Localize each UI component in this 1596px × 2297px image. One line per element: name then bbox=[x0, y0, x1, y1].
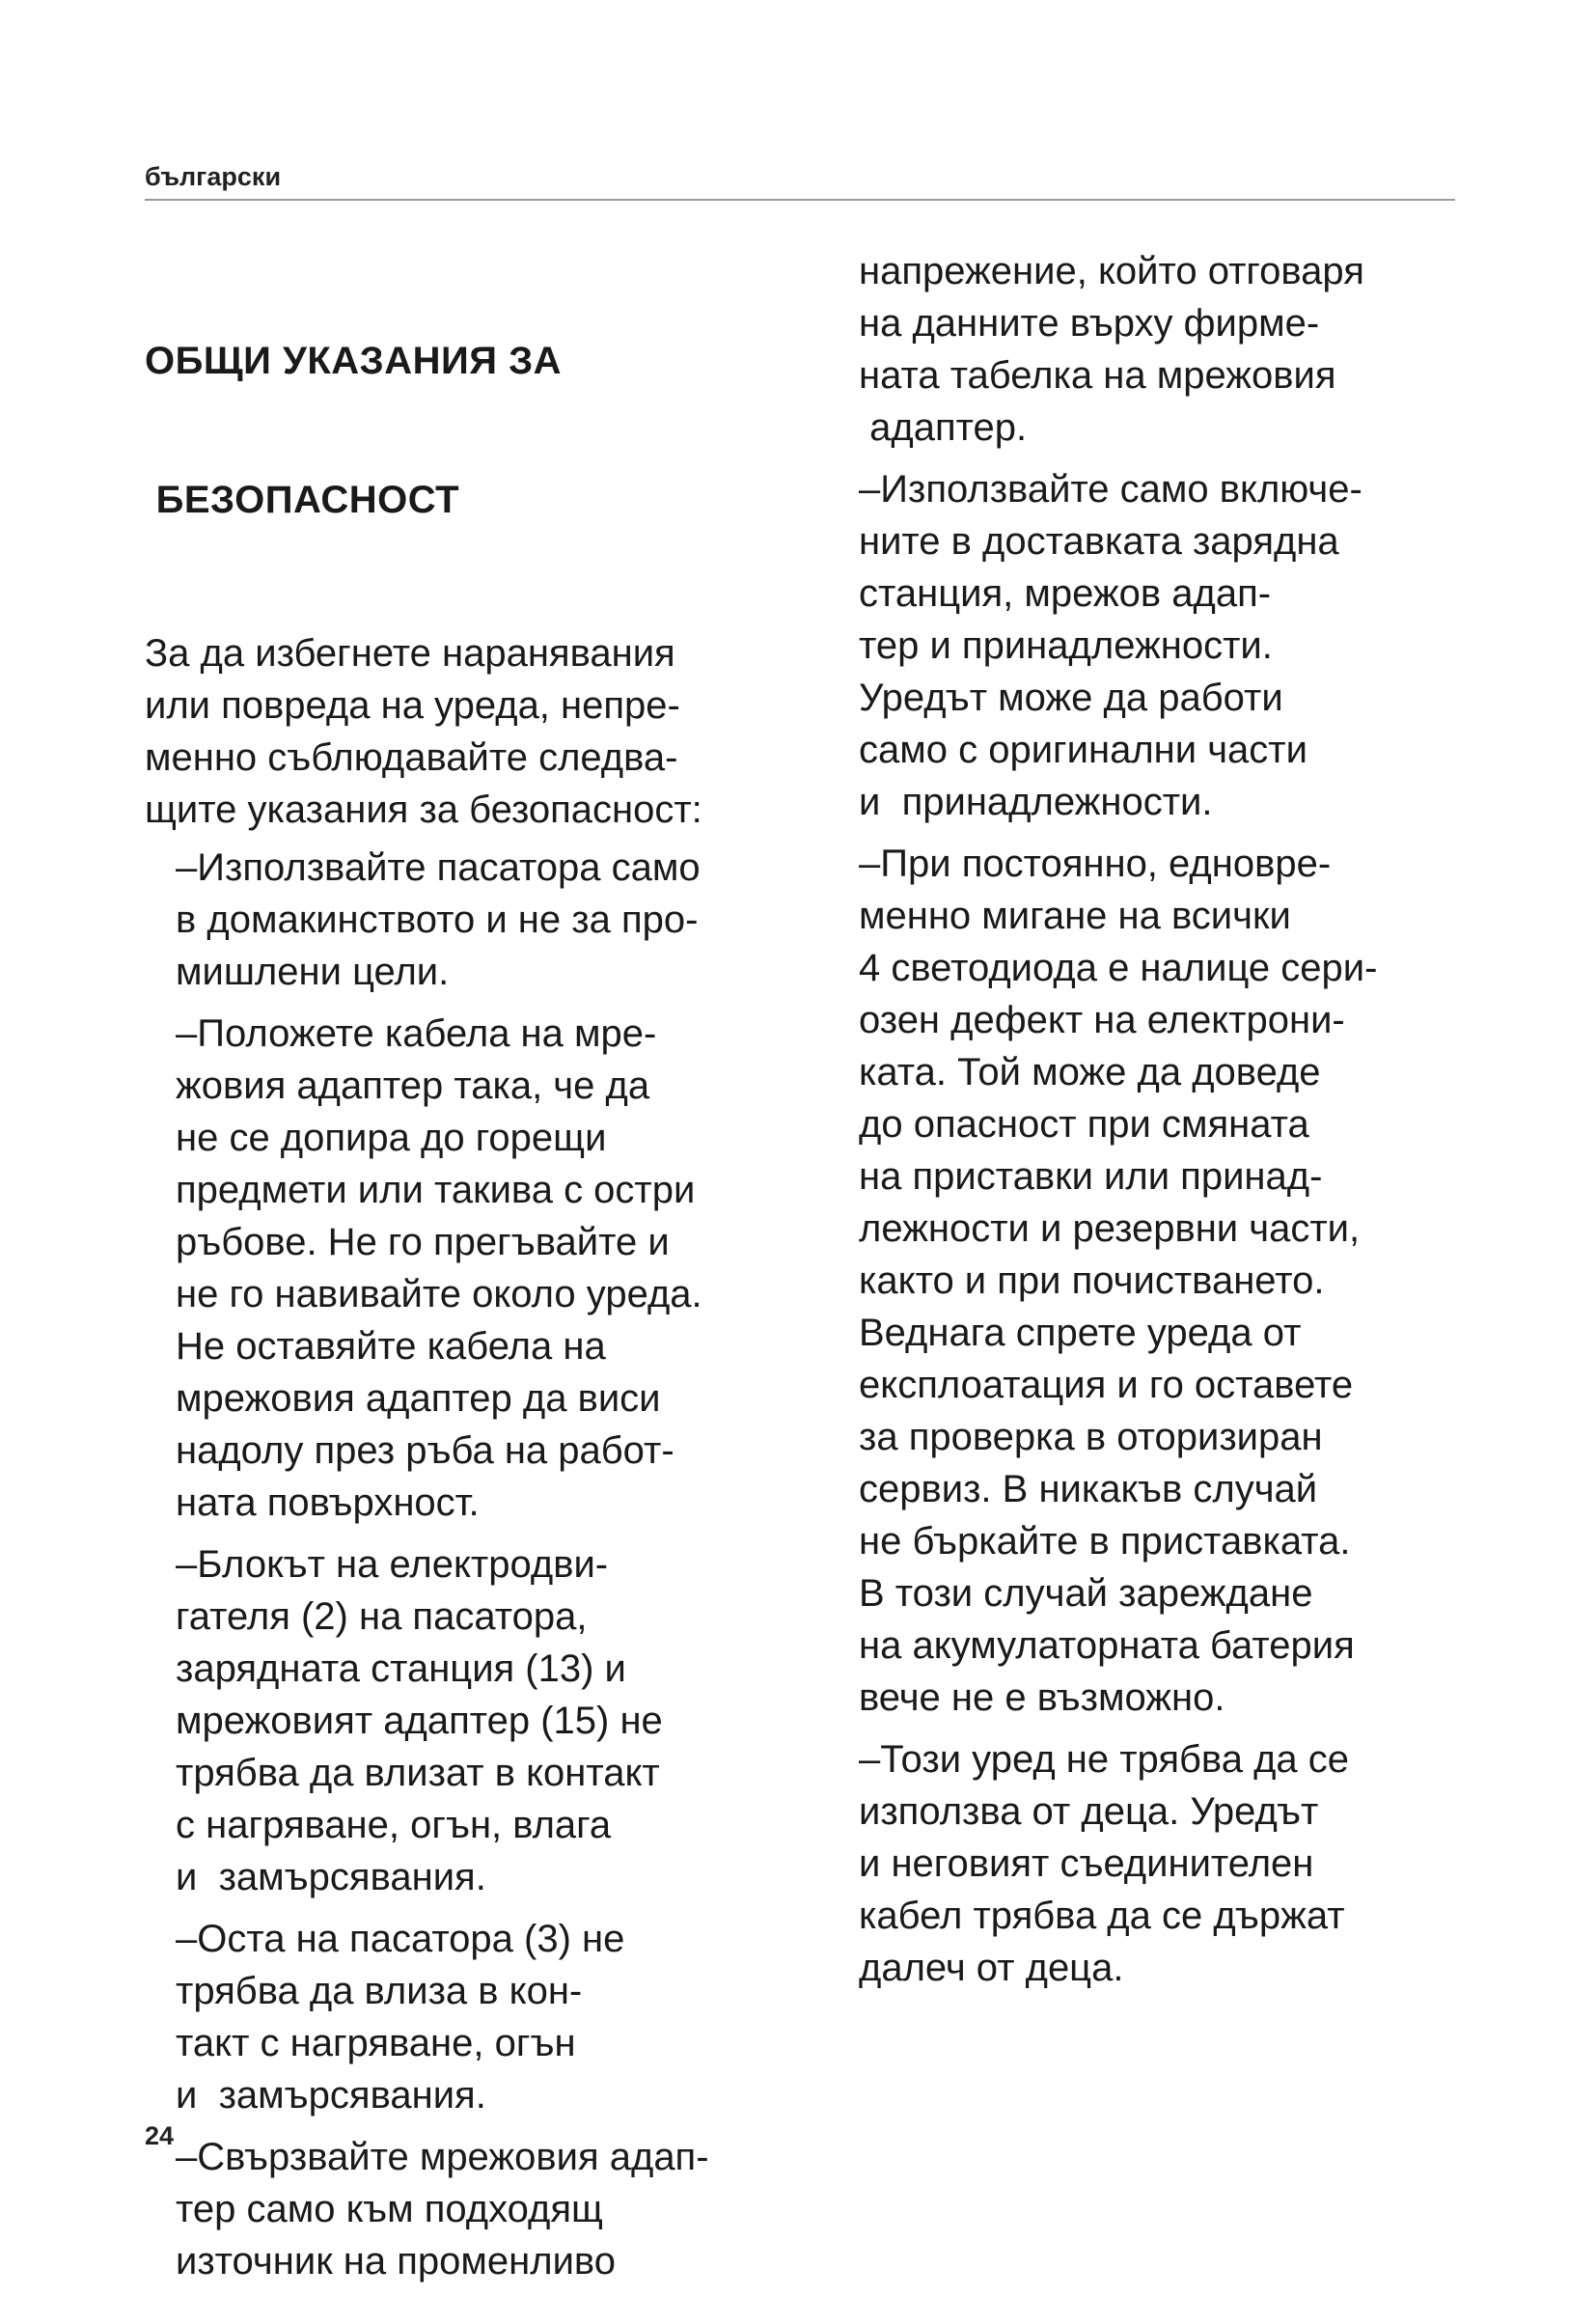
item-line: на приставки или принад- bbox=[859, 1155, 1323, 1198]
intro-paragraph bbox=[145, 627, 801, 836]
item-line: –Положете кабела на мре- bbox=[176, 1012, 657, 1055]
item-line: не го навивайте около уреда. bbox=[176, 1273, 702, 1315]
section-heading bbox=[145, 245, 801, 616]
item-line: източник на променливо bbox=[176, 2240, 616, 2283]
item-line: –Оста на пасатора (3) не bbox=[176, 1918, 625, 1960]
item-line: предмети или такива с остри bbox=[176, 1169, 696, 1211]
item-line: тер и принадлежности. bbox=[859, 624, 1273, 667]
intro-line: щите указания за безопасност: bbox=[145, 789, 702, 831]
safety-instruction-item bbox=[145, 1913, 801, 2121]
item-line: Веднага спрете уреда от bbox=[859, 1312, 1302, 1354]
item-line: с нагряване, огън, влага bbox=[176, 1804, 612, 1846]
item-line: трябва да влизат в контакт bbox=[176, 1752, 660, 1794]
item-line: използва от деца. Уредът bbox=[859, 1790, 1319, 1833]
safety-instruction-item bbox=[145, 842, 801, 998]
item-line: не бъркайте в приставката. bbox=[859, 1520, 1351, 1563]
item-line: трябва да влиза в кон- bbox=[176, 1970, 583, 2012]
item-line: лежности и резервни части, bbox=[859, 1207, 1361, 1250]
item-line: В този случай зареждане bbox=[859, 1572, 1313, 1615]
item-line: мишлени цели. bbox=[176, 951, 450, 993]
intro-line: менно съблюдавайте следва- bbox=[145, 736, 678, 779]
page-number: 24 bbox=[145, 2121, 175, 2150]
item-line: –Блокът на електродви- bbox=[176, 1543, 609, 1586]
item-line: вече не е възможно. bbox=[859, 1676, 1225, 1719]
item-line: такт с нагряване, огън bbox=[176, 2022, 576, 2064]
item-line: Не оставяйте кабела на bbox=[176, 1325, 606, 1368]
item-line: гателя (2) на пасатора, bbox=[176, 1595, 588, 1638]
item-line: –При постоянно, едновре- bbox=[859, 843, 1332, 885]
safety-instruction-item bbox=[145, 1538, 801, 1903]
item-line: ните в доставката зарядна bbox=[859, 520, 1339, 563]
item-line: зарядната станция (13) и bbox=[176, 1647, 626, 1690]
heading-line: ОБЩИ УКАЗАНИЯ ЗА bbox=[145, 340, 563, 382]
item-line: за проверка в оторизиран bbox=[859, 1416, 1323, 1458]
item-line: експлоатация и го оставете bbox=[859, 1364, 1354, 1406]
item-line: до опасност при смяната bbox=[859, 1103, 1309, 1146]
item-line: станция, мрежов адап- bbox=[859, 572, 1272, 615]
heading-line: БЕЗОПАСНОСТ bbox=[145, 479, 460, 521]
item-line: само с оригинални части bbox=[859, 729, 1307, 771]
item-line: менно мигане на всички bbox=[859, 895, 1291, 937]
item-line: жовия адаптер така, че да bbox=[176, 1065, 650, 1107]
right-safety-list bbox=[859, 463, 1476, 1994]
safety-instruction-item bbox=[859, 838, 1476, 1724]
item-line: ната повърхност. bbox=[176, 1481, 480, 1524]
item-line: адаптер. bbox=[859, 406, 1028, 449]
intro-line: или повреда на уреда, непре- bbox=[145, 684, 680, 727]
intro-line: За да избегнете наранявания bbox=[145, 632, 675, 675]
document-language-label: български bbox=[145, 162, 282, 191]
item-line: 4 светодиода е налице сери- bbox=[859, 947, 1378, 989]
item-line: мрежовият адаптер (15) не bbox=[176, 1700, 663, 1742]
item-line: надолу през ръба на работ- bbox=[176, 1429, 674, 1472]
item-line: тер само към подходящ bbox=[176, 2188, 603, 2230]
item-line: не се допира до горещи bbox=[176, 1117, 607, 1159]
item-line: озен дефект на електрони- bbox=[859, 999, 1345, 1041]
item-line: и замърсявания. bbox=[176, 1856, 486, 1898]
item-line: ръбове. Не го прегъвайте и bbox=[176, 1221, 670, 1263]
item-line: ната табелка на мрежовия bbox=[859, 354, 1336, 397]
continued-item-text bbox=[859, 245, 1476, 454]
header-rule bbox=[145, 199, 1455, 201]
item-line: Уредът може да работи bbox=[859, 677, 1283, 719]
item-line: в домакинството и не за про- bbox=[176, 899, 699, 941]
safety-instruction-item bbox=[145, 2131, 801, 2287]
item-line: сервиз. В никакъв случай bbox=[859, 1468, 1318, 1510]
safety-instruction-item bbox=[145, 1008, 801, 1529]
item-line: кабел трябва да се държат bbox=[859, 1895, 1345, 1937]
item-line: на данните върху фирме- bbox=[859, 302, 1320, 345]
left-safety-list bbox=[145, 842, 801, 2287]
item-line: –Този уред не трябва да се bbox=[859, 1738, 1350, 1781]
item-line: и замърсявания. bbox=[176, 2074, 486, 2117]
item-line: далеч от деца. bbox=[859, 1947, 1124, 1989]
item-line: –Свързвайте мрежовия адап- bbox=[176, 2136, 709, 2178]
item-line: ката. Той може да доведе bbox=[859, 1051, 1321, 1093]
item-line: и принадлежности. bbox=[859, 781, 1213, 823]
left-column bbox=[145, 245, 801, 2297]
item-line: мрежовия адаптер да виси bbox=[176, 1377, 661, 1420]
item-line: –Използвайте пасатора само bbox=[176, 846, 701, 889]
item-line: както и при почистването. bbox=[859, 1259, 1325, 1302]
item-line: напрежение, който отговаря bbox=[859, 250, 1364, 292]
safety-instruction-item bbox=[859, 1733, 1476, 1994]
item-line: –Използвайте само включе- bbox=[859, 468, 1362, 511]
item-line: и неговият съединителен bbox=[859, 1842, 1314, 1885]
item-line: на акумулаторната батерия bbox=[859, 1624, 1355, 1667]
safety-instruction-item bbox=[859, 463, 1476, 828]
right-column bbox=[859, 245, 1476, 2004]
